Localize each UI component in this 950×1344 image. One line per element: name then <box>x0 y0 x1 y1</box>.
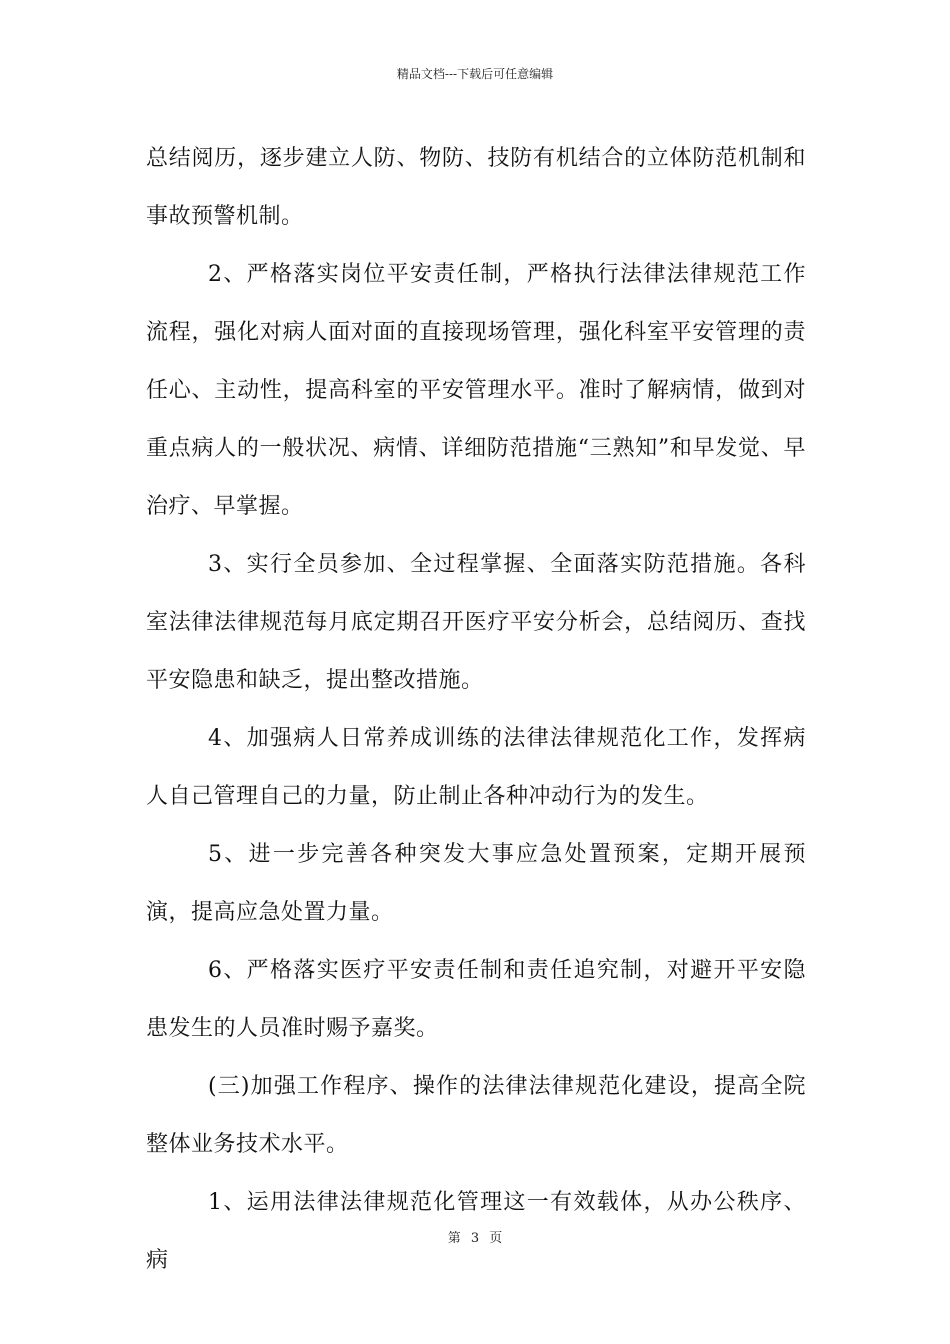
paragraph-1: 总结阅历，逐步建立人防、物防、技防有机结合的立体防范机制和事故预警机制。 <box>146 146 806 229</box>
paragraph-4: 4、加强病人日常养成训练的法律法律规范化工作，发挥病人自己管理自己的力量，防止制止各种冲动行为的发生。 <box>146 726 806 809</box>
paragraph-2: 2、严格落实岗位平安责任制，严格执行法律法律规范工作流程，强化对病人面对面的直接现场管理，强化科室平安管理的责任心、主动性，提高科室的平安管理水平。准时了解病情，做到对重点病人的一般状况、病情、详细防范措施“三熟知”和早发觉、早治疗、早掌握。 <box>146 262 806 519</box>
document-body <box>146 130 806 1290</box>
paragraph-7: (三)加强工作程序、操作的法律法律规范化建设，提高全院整体业务技术水平。 <box>146 1074 806 1157</box>
page-label-suffix: 页 <box>489 1231 503 1246</box>
paragraph-5: 5、进一步完善各种突发大事应急处置预案，定期开展预演，提高应急处置力量。 <box>146 842 806 925</box>
page-header: 精品文档---下载后可任意编辑 <box>396 67 554 81</box>
paragraph-6: 6、严格落实医疗平安责任制和责任追究制，对避开平安隐患发生的人员准时赐予嘉奖。 <box>146 958 806 1041</box>
page-number: 3 <box>470 1231 480 1246</box>
page-footer <box>0 1230 950 1248</box>
paragraph-3: 3、实行全员参加、全过程掌握、全面落实防范措施。各科室法律法律规范每月底定期召开医疗平安分析会，总结阅历、查找平安隐患和缺乏，提出整改措施。 <box>146 552 806 693</box>
page-label-prefix: 第 <box>447 1231 461 1246</box>
paragraph-8: 1、运用法律法律规范化管理这一有效载体，从办公秩序、病 <box>146 1190 806 1273</box>
